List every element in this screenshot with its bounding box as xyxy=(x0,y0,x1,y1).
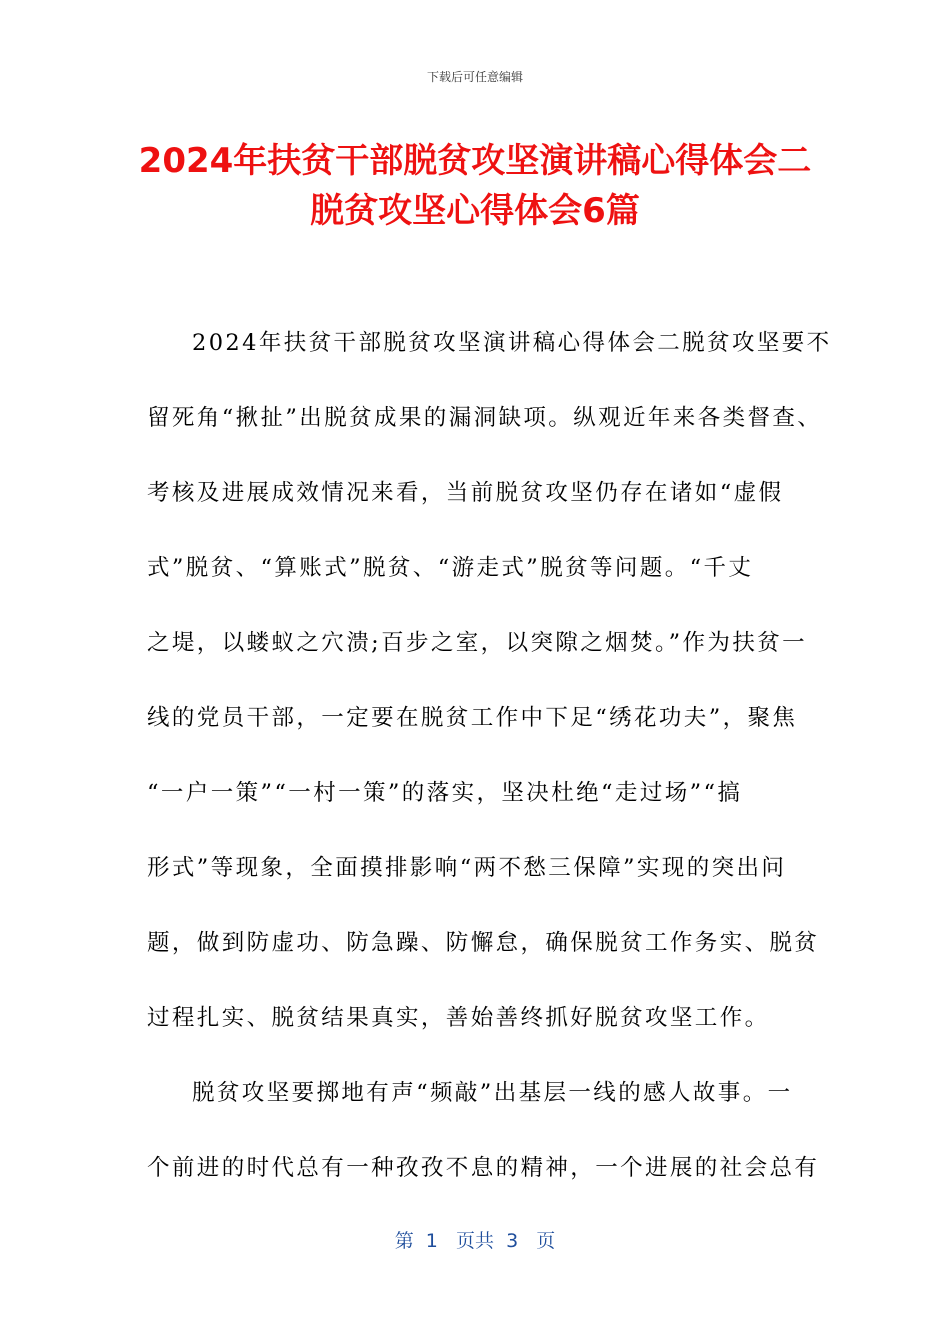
paragraph-2-line-1: 脱贫攻坚要掷地有声“频敲”出基层一线的感人故事。一 xyxy=(192,1080,793,1106)
paragraph-2-line-2: 个前进的时代总有一种孜孜不息的精神，一个进展的社会总有 xyxy=(147,1155,820,1181)
page-footer: 第 1 页共 3 页 xyxy=(394,1230,556,1252)
paragraph-1-line-4: 式”脱贫、“算账式”脱贫、“游走式”脱贫等问题。“千丈 xyxy=(147,555,754,581)
paragraph-1-line-5: 之堤，以蝼蚁之穴溃;百步之室，以突隙之烟焚。”作为扶贫一 xyxy=(147,630,808,656)
document-title xyxy=(120,136,830,236)
header-note: 下载后可任意编辑 xyxy=(426,70,523,84)
paragraph-1-line-10: 过程扎实、脱贫结果真实，善始善终抓好脱贫攻坚工作。 xyxy=(147,1005,770,1031)
paragraph-1-line-2: 留死角“揪扯”出脱贫成果的漏洞缺项。纵观近年来各类督查、 xyxy=(147,405,823,431)
paragraph-1-line-3: 考核及进展成效情况来看，当前脱贫攻坚仍存在诸如“虚假 xyxy=(147,480,784,506)
title-line-1: 2024年扶贫干部脱贫攻坚演讲稿心得体会二 xyxy=(138,141,812,181)
paragraph-1-line-1: 2024年扶贫干部脱贫攻坚演讲稿心得体会二脱贫攻坚要不 xyxy=(192,330,832,356)
title-line-2: 脱贫攻坚心得体会6篇 xyxy=(310,191,640,231)
paragraph-1-line-8: 形式”等现象，全面摸排影响“两不愁三保障”实现的突出问 xyxy=(147,855,787,881)
paragraph-1-line-6: 线的党员干部，一定要在脱贫工作中下足“绣花功夫”，聚焦 xyxy=(147,705,798,731)
paragraph-1-line-7: “一户一策”“一村一策”的落实，坚决杜绝“走过场”“搞 xyxy=(147,780,743,806)
paragraph-1-line-9: 题，做到防虚功、防急躁、防懈怠，确保脱贫工作务实、脱贫 xyxy=(147,930,820,956)
